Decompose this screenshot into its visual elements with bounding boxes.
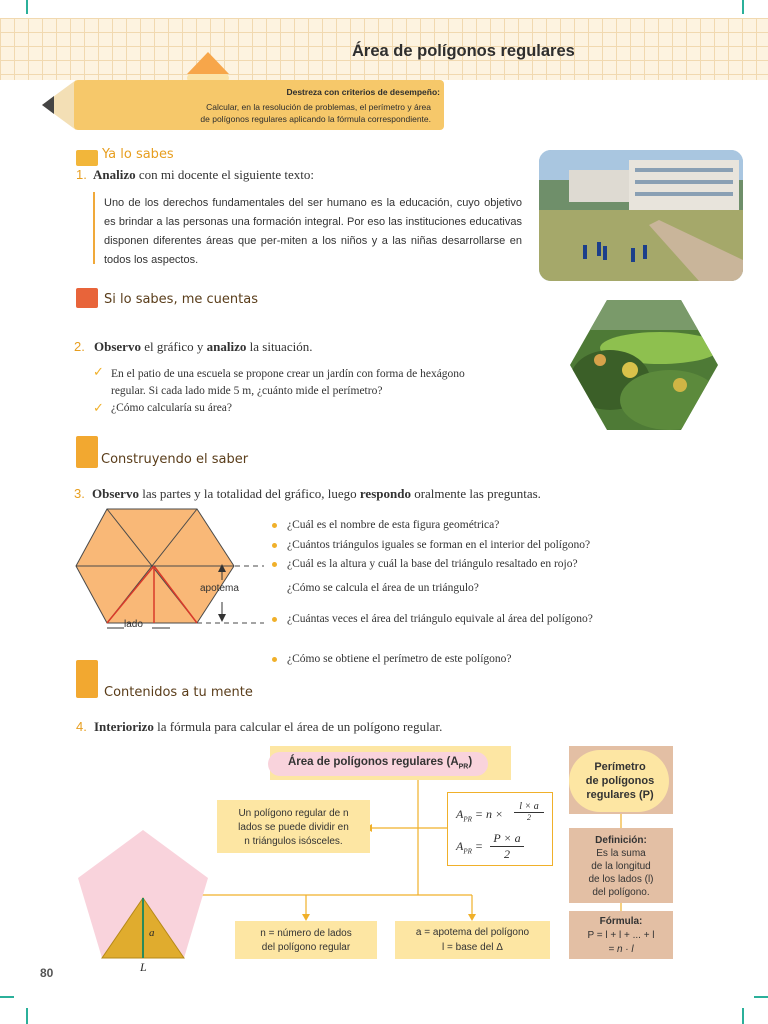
box-line: a = apotema del polígono xyxy=(415,927,530,938)
box-line: del polígono regular xyxy=(261,942,351,953)
check-icon: ✓ xyxy=(93,400,104,415)
formula-line: = n · l xyxy=(608,944,634,955)
page-title: Área de polígonos regulares xyxy=(352,42,575,60)
formula-sub: PR xyxy=(463,815,472,824)
instruction-rest: oralmente las preguntas. xyxy=(414,486,541,501)
page-number: 80 xyxy=(40,966,54,980)
school-photo xyxy=(539,150,743,281)
garden-photo xyxy=(570,300,718,435)
instruction-verb: Observo xyxy=(94,339,141,354)
pentagon-figure xyxy=(76,828,210,967)
apotema-label: apotema xyxy=(200,583,239,594)
fraction-denominator: 2 xyxy=(527,813,531,822)
lego-brick-icon xyxy=(76,288,98,308)
instruction-verb: analizo xyxy=(206,339,247,354)
crop-mark xyxy=(26,0,28,14)
crop-mark xyxy=(742,0,744,14)
crop-mark xyxy=(0,996,14,998)
n-definition-box xyxy=(235,921,377,959)
crop-mark xyxy=(26,1008,28,1024)
instruction-rest: con mi docente el siguiente texto: xyxy=(138,167,314,182)
polygon-division-box xyxy=(217,800,370,853)
perimeter-line: de polígonos xyxy=(585,775,655,787)
crop-mark xyxy=(754,996,768,998)
definition-line: del polígono. xyxy=(592,887,650,898)
lego-brick-icon xyxy=(76,660,98,698)
a-definition-box xyxy=(395,921,550,959)
section-title: Ya lo sabes xyxy=(102,147,174,162)
box-line: lados se puede dividir en xyxy=(238,822,349,833)
item-instruction xyxy=(92,486,541,502)
formula-mid: = n × xyxy=(474,807,504,821)
fraction-numerator: P × a xyxy=(490,831,524,847)
bullet xyxy=(272,657,277,662)
bullet xyxy=(272,543,277,548)
instruction-mid: las partes y la totalidad del gráfico, luego xyxy=(142,486,357,501)
definition-box xyxy=(569,828,673,903)
item-instruction xyxy=(94,719,442,735)
formula-sub: PR xyxy=(463,847,472,856)
perimeter-title xyxy=(572,760,668,802)
box-line: n triángulos isósceles. xyxy=(244,836,343,847)
cake-icon xyxy=(185,50,231,78)
item-number: 3. xyxy=(74,486,85,501)
triangle-a-label: a xyxy=(149,927,155,939)
question-2: ¿Cuántos triángulos iguales se forman en el interior del polígono? xyxy=(287,539,591,551)
destreza-line: de polígonos regulares aplicando la fórmula correspondiente. xyxy=(200,114,431,124)
perimeter-line: regulares (P) xyxy=(586,789,654,801)
check-line: En el patio de una escuela se propone crear un jardín con forma de hexágono xyxy=(111,368,465,380)
triangle-l-label: L xyxy=(140,960,147,974)
instruction-rest: la situación. xyxy=(249,339,313,354)
instruction-verb: Analizo xyxy=(93,167,136,182)
question-4: ¿Cómo se calcula el área de un triángulo? xyxy=(287,582,479,594)
quote-text: Uno de los derechos fundamentales del ser humano es la educación, cuyo objetivo es brindar a las personas una formación integral. Por eso las instituciones educativas disponen diferentes áreas que per-miten a los niños y a las niñas desarrollarse en todos los aspectos. xyxy=(104,197,522,266)
instruction-verb: respondo xyxy=(359,486,411,501)
area-title xyxy=(288,756,472,770)
item-number: 4. xyxy=(76,719,87,734)
fraction-2 xyxy=(490,831,524,862)
formula-1 xyxy=(456,807,503,823)
instruction-mid: el gráfico y xyxy=(144,339,204,354)
lego-brick-icon xyxy=(76,436,98,468)
definition-title: Definición: xyxy=(595,835,647,846)
pencil-lead xyxy=(42,96,54,114)
check-line: regular. Si cada lado mide 5 m, ¿cuánto mide el perímetro? xyxy=(111,385,383,397)
definition-line: de los lados (l) xyxy=(588,874,654,885)
perimeter-line: Perímetro xyxy=(594,761,646,773)
quote-bar xyxy=(93,192,95,264)
bullet xyxy=(272,562,277,567)
question-5: ¿Cuántas veces el área del triángulo equivale al área del polígono? xyxy=(287,613,593,625)
area-title-close: ) xyxy=(468,756,473,768)
definition-line: de la longitud xyxy=(591,861,651,872)
box-line: n = número de lados xyxy=(260,928,352,939)
lego-brick-icon xyxy=(76,150,98,166)
section-title: Si lo sabes, me cuentas xyxy=(104,292,258,307)
item-instruction xyxy=(94,339,312,355)
bullet xyxy=(272,617,277,622)
section-title: Contenidos a tu mente xyxy=(104,685,253,700)
fraction-numerator: l × a xyxy=(514,801,544,813)
formula-2 xyxy=(456,839,483,855)
destreza-line: Calcular, en la resolución de problemas, el perímetro y área xyxy=(206,102,431,112)
bullet xyxy=(272,523,277,528)
check-icon: ✓ xyxy=(93,364,104,379)
fraction-denominator: 2 xyxy=(504,847,510,861)
formula-title: Fórmula: xyxy=(599,916,643,927)
destreza-heading: Destreza con criterios de desempeño: xyxy=(286,87,440,97)
crop-mark xyxy=(742,1008,744,1024)
formula-eq: = xyxy=(474,839,484,853)
item-number: 1. xyxy=(76,167,87,182)
item-number: 2. xyxy=(74,339,85,354)
question-3: ¿Cuál es la altura y cuál la base del triángulo resaltado en rojo? xyxy=(287,558,578,570)
destreza-text xyxy=(100,101,431,125)
item-instruction xyxy=(93,167,314,183)
formula-lhs: A xyxy=(456,839,464,853)
check-item: ¿Cómo calcularía su área? xyxy=(111,402,233,414)
formula-line: P = l + l + ... + l xyxy=(587,930,655,941)
box-line: l = base del Δ xyxy=(442,942,503,953)
formula-lhs: A xyxy=(456,807,464,821)
area-title-sub: PR xyxy=(458,763,469,771)
check-item xyxy=(111,366,465,400)
formula-definition-box xyxy=(569,911,673,959)
section-title: Construyendo el saber xyxy=(101,452,249,467)
question-1: ¿Cuál es el nombre de esta figura geométrica? xyxy=(287,519,500,531)
fraction-1 xyxy=(514,801,544,822)
question-6: ¿Cómo se obtiene el perímetro de este polígono? xyxy=(287,653,512,665)
instruction-verb: Interiorizo xyxy=(94,719,154,734)
hexagon-diagram xyxy=(74,506,264,639)
instruction-verb: Observo xyxy=(92,486,139,501)
box-line: Un polígono regular de n xyxy=(238,808,349,819)
definition-line: Es la suma xyxy=(596,848,646,859)
instruction-rest: la fórmula para calcular el área de un polígono regular. xyxy=(157,719,443,734)
lado-label: lado xyxy=(124,619,143,630)
area-title-text: Área de polígonos regulares (A xyxy=(288,756,459,768)
formula-box xyxy=(447,792,553,866)
